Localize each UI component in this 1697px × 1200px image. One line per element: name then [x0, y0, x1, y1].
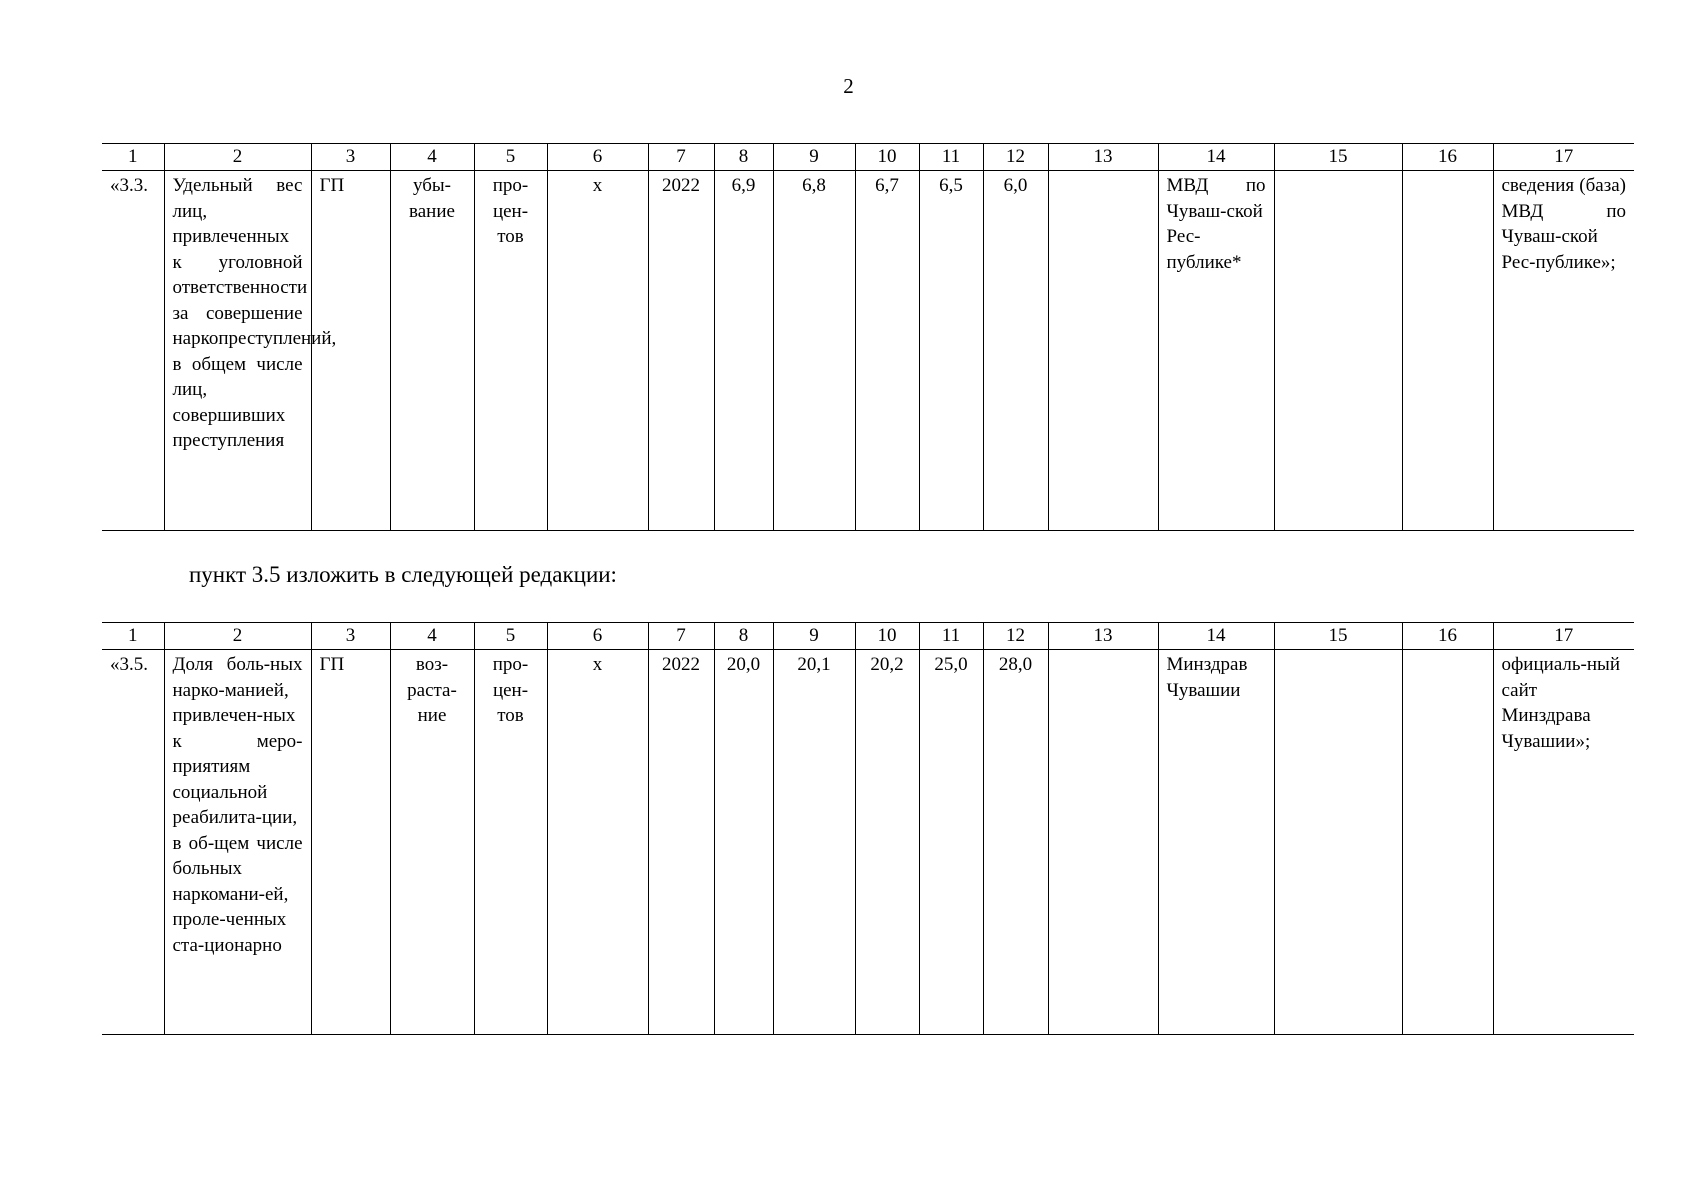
empty-cell — [1402, 650, 1493, 1035]
indicator-table-3-3 — [102, 143, 1634, 531]
col-header: 4 — [390, 144, 474, 171]
item-number: «3.3. — [102, 171, 164, 531]
col-header: 6 — [547, 623, 648, 650]
indicator-direction: убы-вание — [390, 171, 474, 531]
table-row — [102, 650, 1634, 1035]
col-header: 4 — [390, 623, 474, 650]
col-header: 1 — [102, 144, 164, 171]
col-header: 12 — [983, 144, 1048, 171]
indicator-level: ГП — [311, 650, 390, 1035]
base-year: 2022 — [648, 171, 714, 531]
col-header: 10 — [855, 144, 919, 171]
indicator-name: Удельный вес лиц, привлеченных к уголовной ответственности за совершение наркопреступлений, в общем числе лиц, совершивших преступления — [164, 171, 311, 531]
indicator-mark: х — [547, 171, 648, 531]
data-source: официаль-ный сайт Минздрава Чувашии»; — [1493, 650, 1634, 1035]
col-header: 7 — [648, 144, 714, 171]
value-cell: 6,8 — [773, 171, 855, 531]
value-cell: 20,1 — [773, 650, 855, 1035]
col-header: 16 — [1402, 144, 1493, 171]
indicator-direction: воз-раста-ние — [390, 650, 474, 1035]
col-header: 7 — [648, 623, 714, 650]
col-header: 16 — [1402, 623, 1493, 650]
col-header: 14 — [1158, 623, 1274, 650]
responsible-body: Минздрав Чувашии — [1158, 650, 1274, 1035]
col-header: 17 — [1493, 144, 1634, 171]
value-cell: 28,0 — [983, 650, 1048, 1035]
table-row — [102, 171, 1634, 531]
col-header: 1 — [102, 623, 164, 650]
empty-cell — [1048, 171, 1158, 531]
col-header: 2 — [164, 144, 311, 171]
value-cell: 6,9 — [714, 171, 773, 531]
page-number: 2 — [843, 74, 854, 98]
col-header: 17 — [1493, 623, 1634, 650]
col-header: 3 — [311, 623, 390, 650]
col-header: 3 — [311, 144, 390, 171]
indicator-unit: про-цен-тов — [474, 171, 547, 531]
value-cell: 25,0 — [919, 650, 983, 1035]
indicator-name: Доля боль-ных нарко-манией, привлечен-ных к меро-приятиям социальной реабилита-ции, в об-щем числе больных наркомани-ей, проле-ченных ста-ционарно — [164, 650, 311, 1035]
header-row — [102, 623, 1634, 650]
col-header: 12 — [983, 623, 1048, 650]
empty-cell — [1274, 650, 1402, 1035]
value-cell: 20,2 — [855, 650, 919, 1035]
data-source: сведения (база) МВД по Чуваш-ской Рес-публике»; — [1493, 171, 1634, 531]
header-row — [102, 144, 1634, 171]
col-header: 13 — [1048, 623, 1158, 650]
col-header: 6 — [547, 144, 648, 171]
col-header: 9 — [773, 623, 855, 650]
col-header: 11 — [919, 144, 983, 171]
col-header: 5 — [474, 623, 547, 650]
empty-cell — [1274, 171, 1402, 531]
empty-cell — [1048, 650, 1158, 1035]
indicator-mark: х — [547, 650, 648, 1035]
item-number: «3.5. — [102, 650, 164, 1035]
col-header: 8 — [714, 144, 773, 171]
col-header: 13 — [1048, 144, 1158, 171]
col-header: 15 — [1274, 623, 1402, 650]
col-header: 11 — [919, 623, 983, 650]
value-cell: 6,0 — [983, 171, 1048, 531]
col-header: 5 — [474, 144, 547, 171]
col-header: 9 — [773, 144, 855, 171]
indicator-table-3-5 — [102, 622, 1634, 1035]
intro-text: пункт 3.5 изложить в следующей редакции: — [189, 562, 617, 587]
base-year: 2022 — [648, 650, 714, 1035]
indicator-level: ГП — [311, 171, 390, 531]
value-cell: 20,0 — [714, 650, 773, 1035]
col-header: 15 — [1274, 144, 1402, 171]
value-cell: 6,7 — [855, 171, 919, 531]
responsible-body: МВД по Чуваш-ской Рес-публике* — [1158, 171, 1274, 531]
col-header: 14 — [1158, 144, 1274, 171]
indicator-unit: про-цен-тов — [474, 650, 547, 1035]
col-header: 10 — [855, 623, 919, 650]
empty-cell — [1402, 171, 1493, 531]
col-header: 8 — [714, 623, 773, 650]
value-cell: 6,5 — [919, 171, 983, 531]
col-header: 2 — [164, 623, 311, 650]
